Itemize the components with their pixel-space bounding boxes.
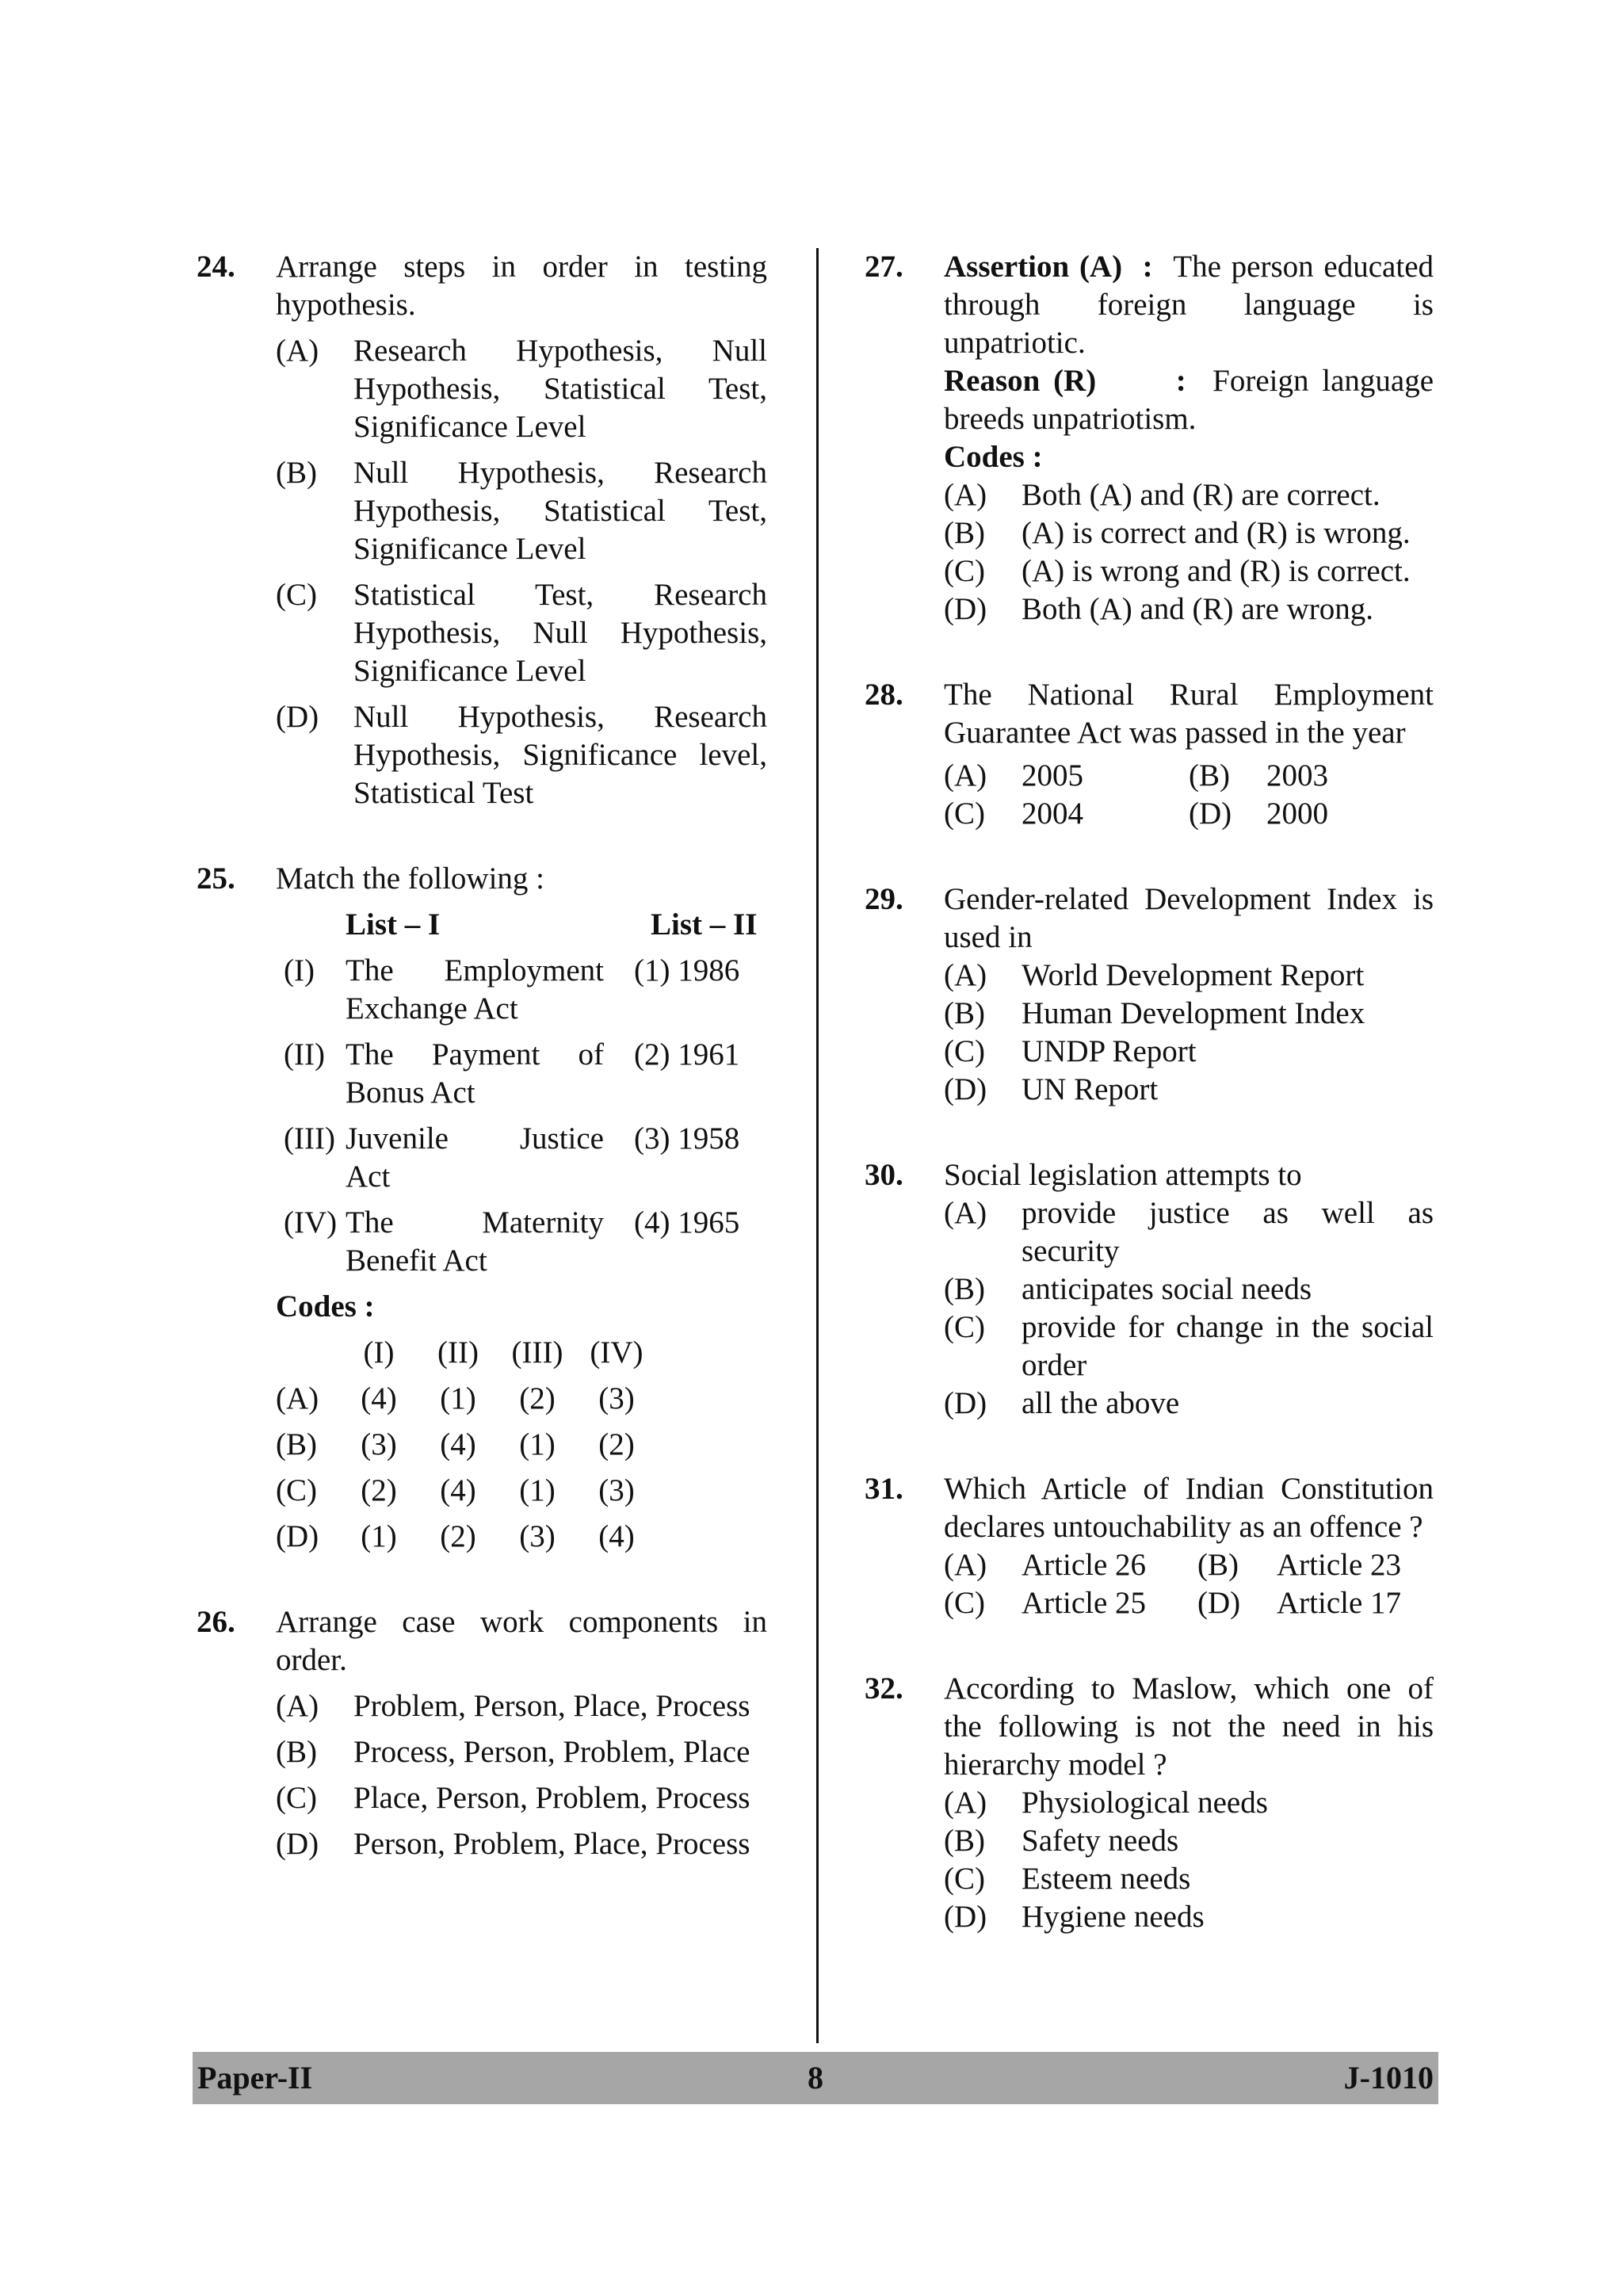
option-a: (A) provide justice as well as security: [944, 1196, 1434, 1268]
match-row: (III) Juvenile Justice Act (3) 1958: [284, 1121, 740, 1194]
option-row: (A) Article 26 (B) Article 23: [944, 1548, 1402, 1582]
option-c: (C) Statistical Test, Research Hypothesis, Null Hypothesis, Significance Level: [276, 578, 767, 688]
option-d: (D) all the above: [944, 1386, 1180, 1420]
option-d: (D) UN Report: [944, 1072, 1159, 1106]
option-c: (C) provide for change in the social order: [944, 1310, 1434, 1382]
question-number: 32.: [865, 1671, 903, 1706]
question-26: [197, 1603, 767, 1863]
question-number: 30.: [865, 1158, 903, 1192]
codes-label: Codes :: [276, 1289, 375, 1324]
question-number: 26.: [197, 1605, 235, 1639]
option-a: (A) Problem, Person, Place, Process: [276, 1689, 750, 1723]
codes-row: (C) (2) (4) (1) (3): [276, 1473, 635, 1507]
option-c: (C) (A) is wrong and (R) is correct.: [944, 554, 1411, 588]
match-row: (IV) The Maternity Benefit Act (4) 1965: [284, 1205, 740, 1278]
page-number: 8: [808, 2060, 823, 2095]
question-text: Arrange case work components in order.: [276, 1605, 767, 1677]
codes-row: (D) (1) (2) (3) (4): [276, 1519, 635, 1553]
question-number: 25.: [197, 861, 235, 896]
codes-row: (B) (3) (4) (1) (2): [276, 1427, 635, 1461]
option-a: (A) Research Hypothesis, Null Hypothesis, Statistical Test, Significance Level: [276, 334, 767, 444]
question-30: [865, 1156, 1434, 1423]
option-row: (C) 2004 (D) 2000: [944, 797, 1328, 831]
question-27: [865, 248, 1434, 628]
option-b: (B) (A) is correct and (R) is wrong.: [944, 516, 1411, 550]
question-number: 31.: [865, 1472, 903, 1506]
question-24: [197, 248, 767, 812]
question-28: [865, 676, 1434, 833]
reason: Reason (R) : Foreign language breeds unpatriotism.: [944, 364, 1434, 436]
assertion: Assertion (A) : The person educated through foreign language is unpatriotic.: [944, 250, 1434, 360]
question-number: 28.: [865, 678, 903, 712]
question-number: 24.: [197, 250, 235, 284]
codes-row: (A) (4) (1) (2) (3): [276, 1381, 635, 1415]
match-row: (I) The Employment Exchange Act (1) 1986: [284, 953, 740, 1026]
question-text: Gender-related Development Index is used in: [944, 882, 1434, 954]
option-d: (D) Hygiene needs: [944, 1900, 1205, 1934]
option-c: (C) UNDP Report: [944, 1034, 1197, 1068]
option-row: (C) Article 25 (D) Article 17: [944, 1586, 1402, 1620]
option-d: (D) Person, Problem, Place, Process: [276, 1827, 750, 1861]
option-a: (A) Physiological needs: [944, 1786, 1268, 1820]
option-a: (A) World Development Report: [944, 958, 1365, 992]
list2-header: List – II: [651, 907, 758, 942]
question-29: [865, 881, 1434, 1109]
option-b: (B) Process, Person, Problem, Place: [276, 1735, 750, 1769]
left-column: [197, 248, 767, 1863]
option-d: (D) Both (A) and (R) are wrong.: [944, 592, 1374, 626]
option-b: (B) Null Hypothesis, Research Hypothesis, Statistical Test, Significance Level: [276, 456, 767, 566]
question-text: According to Maslow, which one of the following is not the need in his hierarchy model ?: [944, 1671, 1434, 1782]
question-text: The National Rural Employment Guarantee Act was passed in the year: [944, 678, 1434, 750]
option-c: (C) Place, Person, Problem, Process: [276, 1781, 750, 1815]
option-c: (C) Esteem needs: [944, 1862, 1191, 1896]
question-31: [865, 1470, 1434, 1622]
paper-label: Paper-II: [197, 2060, 313, 2095]
page-footer: [193, 2052, 1438, 2104]
question-text: Social legislation attempts to: [944, 1158, 1302, 1192]
right-column: [865, 248, 1434, 1936]
option-b: (B) anticipates social needs: [944, 1272, 1312, 1306]
exam-code: J-1010: [1343, 2060, 1434, 2095]
question-text: Arrange steps in order in testing hypothesis.: [276, 250, 767, 322]
option-b: (B) Human Development Index: [944, 996, 1365, 1030]
question-text: Which Article of Indian Constitution declares untouchability as an offence ?: [944, 1472, 1434, 1544]
option-row: (A) 2005 (B) 2003: [944, 758, 1328, 793]
list1-header: List – I: [346, 907, 441, 942]
question-number: 29.: [865, 882, 903, 916]
list-headers: [276, 906, 767, 944]
column-divider: [816, 248, 819, 2043]
question-25: [197, 860, 767, 1556]
option-b: (B) Safety needs: [944, 1824, 1179, 1858]
question-number: 27.: [865, 250, 903, 284]
codes-header-row: (I) (II) (III) (IV): [363, 1335, 643, 1370]
match-row: (II) The Payment of Bonus Act (2) 1961: [284, 1037, 740, 1110]
option-d: (D) Null Hypothesis, Research Hypothesis, Significance level, Statistical Test: [276, 700, 767, 810]
question-32: [865, 1670, 1434, 1936]
codes-label: Codes :: [944, 440, 1043, 474]
option-a: (A) Both (A) and (R) are correct.: [944, 478, 1381, 512]
question-text: Match the following :: [276, 861, 545, 896]
